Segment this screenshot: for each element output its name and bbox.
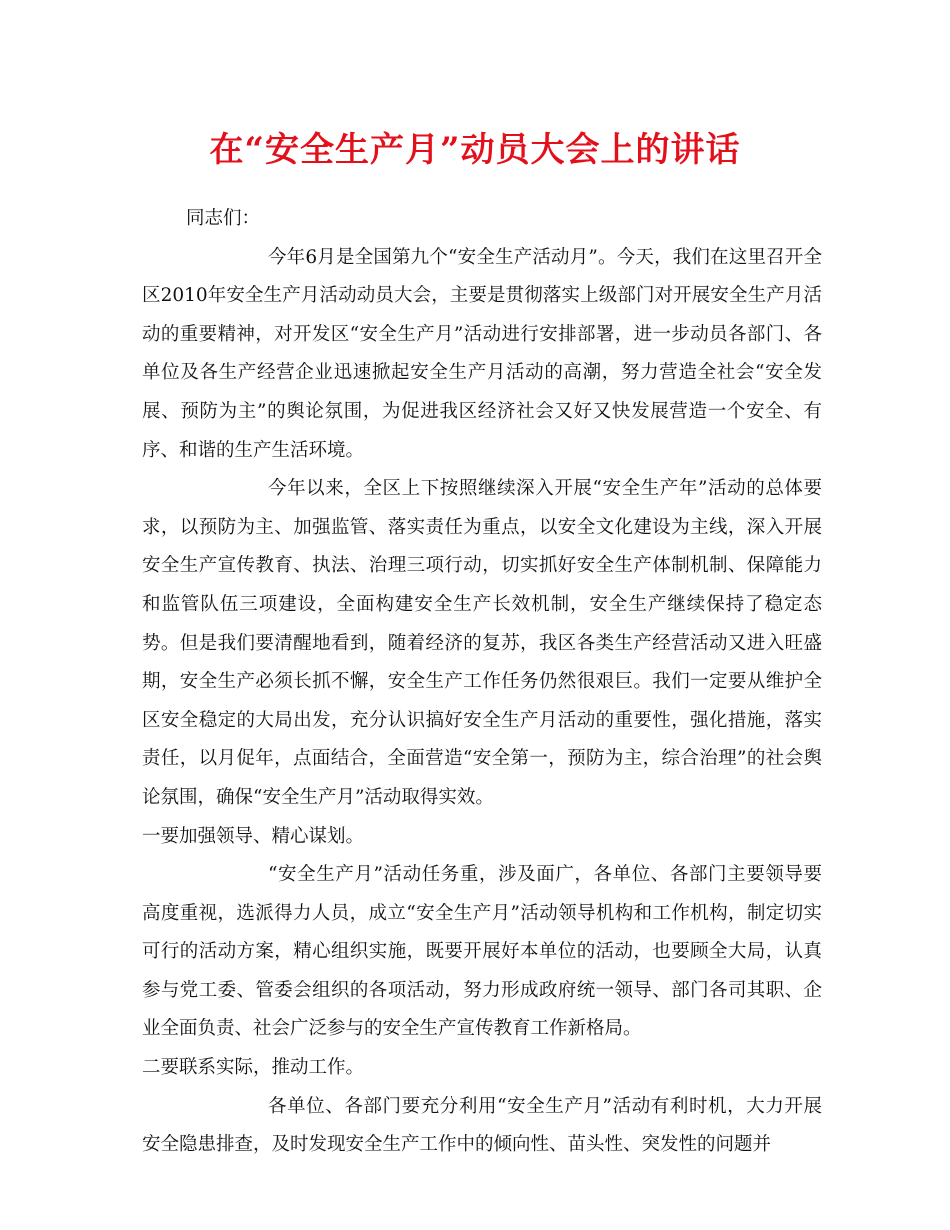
section-heading-1: 一要加强领导、精心谋划。: [142, 825, 365, 847]
paragraph-situation: 今年以来，全区上下按照继续深入开展“安全生产年”活动的总体要求，以预防为主、加强监管、落实责任为重点，以安全文化建设为主线，深入开展安全生产宣传教育、执法、治理三项行动，切实抓好安全生产体制机制、保障能力和监管队伍三项建设，全面构建安全生产长效机制，安全生产继续保持了稳定态势。但是我们要清醒地看到，随着经济的复苏，我区各类生产经营活动又进入旺盛期，安全生产必须长抓不懈，安全生产工作任务仍然很艰巨。我们一定要从维护全区安全稳定的大局出发，充分认识搞好安全生产月活动的重要性，强化措施，落实责任，以月促年，点面结合，全面营造“安全第一，预防为主，综合治理”的社会舆论氛围，确保“安全生产月”活动取得实效。: [142, 478, 822, 808]
section-heading-2: 二要联系实际，推动工作。: [142, 1057, 365, 1079]
document-body: [142, 200, 822, 1165]
salutation: 同志们：: [186, 208, 261, 229]
section-paragraph-1: “安全生产月”活动任务重，涉及面广，各单位、各部门主要领导要高度重视，选派得力人员，成立“安全生产月”活动领导机构和工作机构，制定切实可行的活动方案，精心组织实施，既要开展好本单位的活动，也要顾全大局，认真参与党工委、管委会组织的各项活动，努力形成政府统一领导、部门各司其职、企业全面负责、社会广泛参与的安全生产宣传教育工作新格局。: [142, 864, 822, 1040]
section-paragraph-2: 各单位、各部门要充分利用“安全生产月”活动有利时机，大力开展安全隐患排查，及时发现安全生产工作中的倾向性、苗头性、突发性的问题并: [142, 1095, 822, 1156]
paragraph-intro: 今年6月是全国第九个“安全生产活动月”。今天，我们在这里召开全区2010年安全生产月活动动员大会，主要是贯彻落实上级部门对开展安全生产月活动的重要精神，对开发区“安全生产月”活动进行安排部署，进一步动员各部门、各单位及各生产经营企业迅速掀起安全生产月活动的高潮，努力营造全社会“安全发展、预防为主”的舆论氛围，为促进我区经济社会又好又快发展营造一个安全、有序、和谐的生产生活环境。: [142, 246, 822, 461]
document-title: 在“安全生产月”动员大会上的讲话: [209, 130, 741, 170]
